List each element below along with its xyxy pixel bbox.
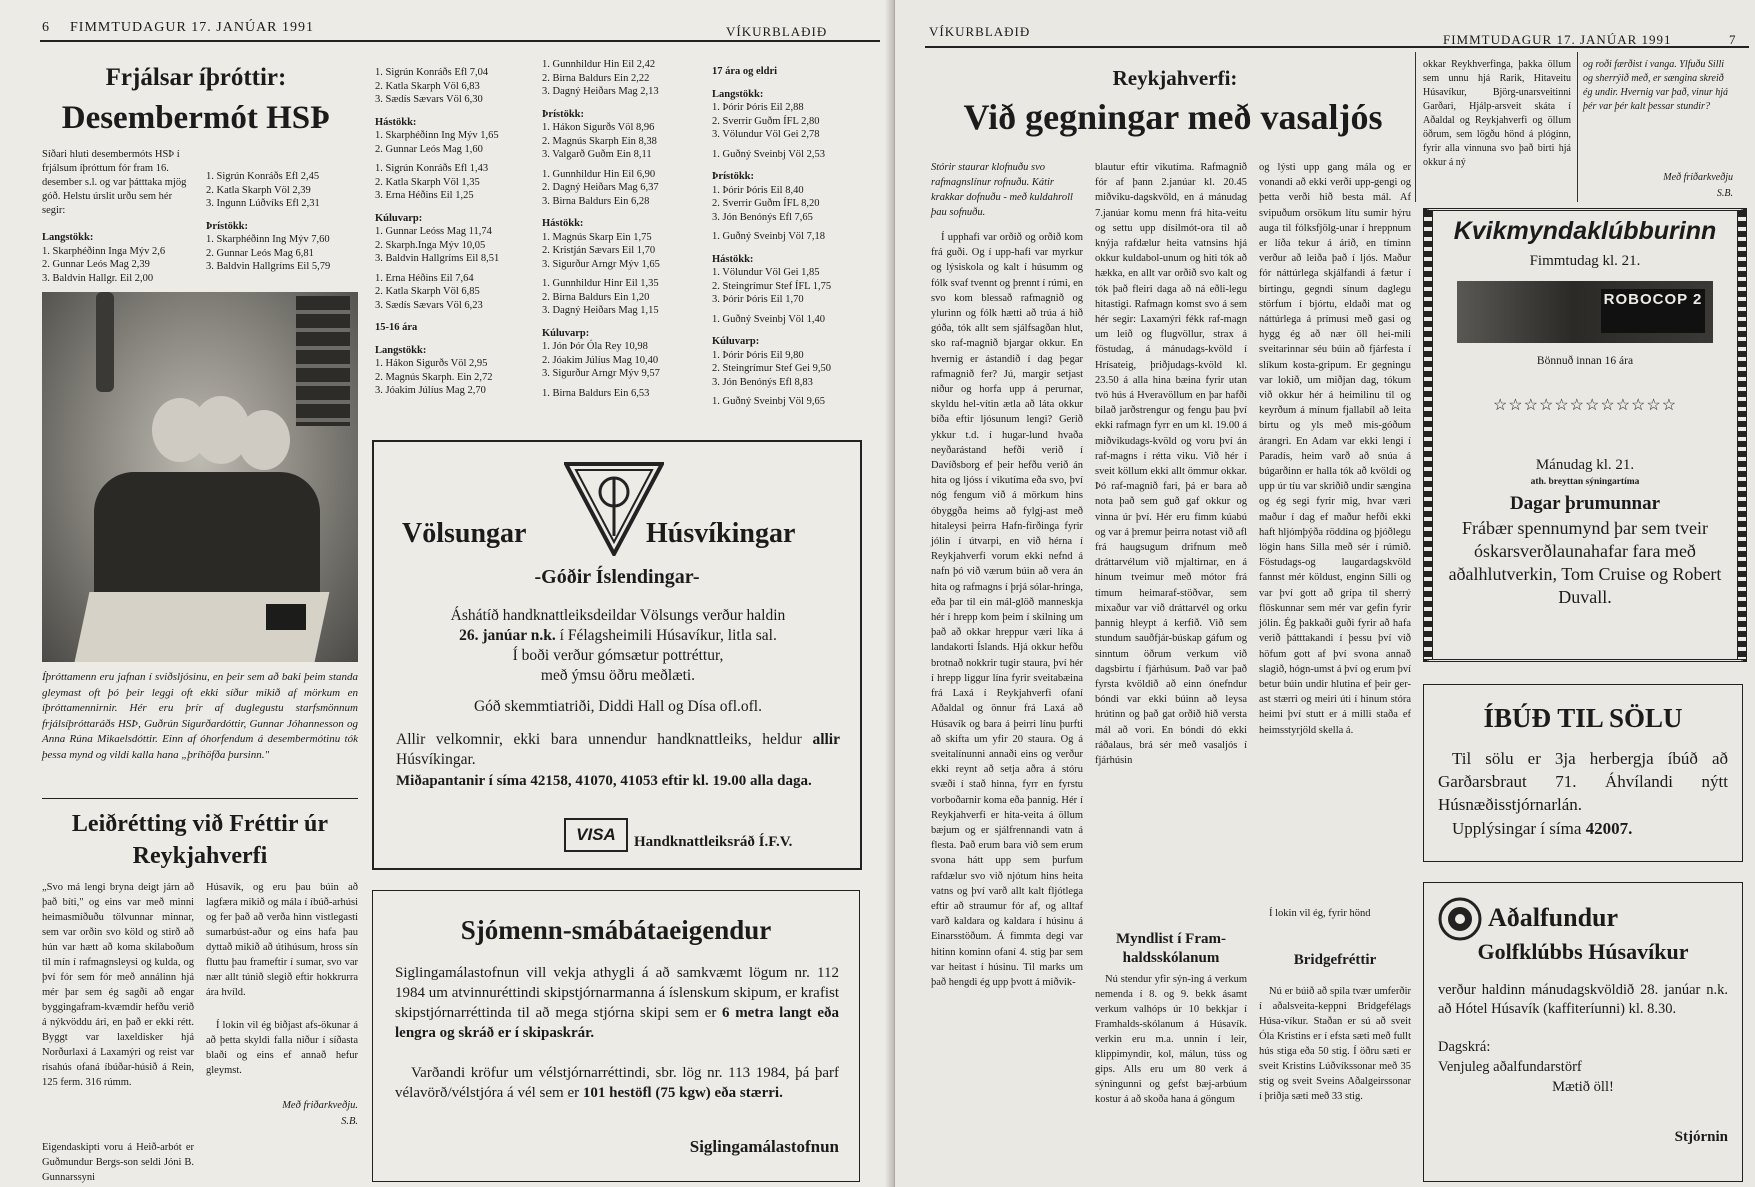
result-row: 3. Ingunn Lúðvíks Efl 2,31 [206,198,320,209]
article-col-3b: Í lokin vil ég, fyrir hönd [1269,908,1371,919]
right-page-number: 7 [1729,32,1737,47]
result-spacer [712,409,862,415]
result-spacer [375,107,525,113]
result-row: 2. Magnús Skarph Ein 8,38 [542,135,657,147]
volsungar-text-block [396,606,840,686]
result-spacer [375,312,525,318]
photo-caption: Íþróttamenn eru jafnan í sviðsljósinu, en þeir sem að baki þeim standa gleymast oft þó þeir leggi oft ekki síður mikið af mörkum en íþróttamennirnir. Hér eru þrír af duglegustu starfsmönnum frjálsíþróttaráðs HSÞ, Guðrún Sigurðardóttir, Gunnar Jóhannesson og Anna Rúna Mikaelsdóttir. Einn af óhorfendum á desembermótinu tók þessa mynd og vildi kalla hana „þríhöfða þursinn." [42,671,358,761]
result-spacer [542,99,694,105]
result-row: 2. Gunnar Leós Mag 2,39 [42,259,150,270]
kvikmynd-film-2: Dagar þrumunnar [1509,493,1661,514]
far-col-sign-2: S.B. [1716,188,1733,199]
result-spacer [542,318,694,324]
kvikmynd-age-note: Bönnuð innan 16 ára [1536,355,1634,367]
result-row: 3. Jón Benónýs Efl 7,65 [712,211,813,223]
visa-logo: VISA [564,818,628,852]
volsungar-text2: Í boði verður gómsætur pottréttur, [512,647,724,664]
kvikmynd-day-2: Mánudag kl. 21. [1535,457,1635,473]
result-spacer [712,161,862,167]
volsungar-text3: með ýmsu öðru meðlæti. [540,667,696,684]
result-row: 1. Gunnhildur Hinr Eil 1,35 [542,278,659,289]
result-row: 1. Hákon Sigurðs Völ 2,95 [375,358,488,369]
results-col-2 [375,66,525,404]
right-header-rule [925,46,1749,48]
result-group-title: Kúluvarp: [542,327,590,339]
ibud-phone-line [1438,817,1728,840]
correction-col-2b: Í lokin vil ég biðjast afs-ökunar á að þetta skyldi falla niður í síðasta blaði og eins ef annað hefur gleymst. [206,1020,358,1076]
result-row: 2. Kristján Sævars Eil 1,70 [542,245,656,256]
result-spacer [206,211,356,217]
myndlist-title: Myndlist í Fram-haldsskólanum [1116,931,1226,966]
result-row: 1. Gunnhildur Hin Eil 6,90 [542,168,656,180]
result-spacer [375,335,525,341]
sports-headline: Desembermót HSÞ [61,100,331,136]
result-spacer [375,398,525,404]
sjomenn-title: Sjómenn-smábátaeigendur [460,915,772,945]
correction-col-2: Húsavík, og eru þau búin að lagfæra mikið og mála í íbúð-arhúsi og fer það að verða hinn vistlegasti sumarbúst-aður og eins hafa þau dyttað mikið að útihúsum, hross sín fluttu þau frameftir í sumar, svo var nær allt túnið slegið eftir hokkrurra ára hvíld. [206,882,358,998]
sjomenn-text2b: 101 hestöfl (75 kgw) eða stærri. [582,1085,783,1101]
wall-clock [96,292,114,392]
left-page-date: FIMMTUDAGUR 17. JANÚAR 1991 [70,20,315,35]
result-row: 1. Gunnhildur Hin Eil 2,42 [542,59,656,70]
result-row: 2. Gunnar Leós Mag 6,81 [206,247,314,259]
golf-text-3: Venjuleg aðalfundarstörf [1438,1059,1582,1075]
shelf [296,296,350,426]
volsungar-subtitle: -Góðir Íslendingar- [534,566,700,588]
result-row: 2. Magnús Skarph. Ein 2,72 [375,371,493,383]
result-row: 2. Dagný Heiðars Mag 6,37 [542,182,659,193]
robocop-poster [1457,281,1713,343]
result-row: 2. Birna Baldurs Ein 1,20 [542,291,650,303]
article-headline: Við gegningar með vasaljós [963,97,1383,137]
result-row: 2. Sverrir Guðm ÍFL 8,20 [712,198,820,209]
correction-col-1: „Svo má lengi bryna deigt járn að það bíti," og eins var með minni heimasmíðuðu tölvunnar minnar, sem var orðin svo köld og stirð að hún var hætt að koma skilaboðum til mín í rafmagnsleysi og kulda, og því fór sem fór með annálinn hjá mér þar sem ég sagði að engar byggingafram-kvæmdir hefðu verið á nýkvöddu ári, en það er ekki rétt. Byggt var laxeldisker hjá Norðurlaxi á Laxamýri og reist var risahús ofaná íbúðar-húsið á Rein, 125 ferm. 316 rúmm. [42,882,194,1088]
result-group-title: Þrístökk: [206,220,248,232]
ibud-text: Til sölu er 3ja herbergja íbúð að Garðarsbraut 71. Áhvílandi nýtt Húsnæðisstjórnarlán. [1438,749,1728,814]
kvikmynd-day-2-note: ath. breyttan sýningartíma [1530,477,1640,487]
result-row: 2. Sverrir Guðm ÍFL 2,80 [712,115,820,127]
result-row: 1. Jón Þór Óla Rey 10,98 [542,341,648,352]
result-spacer [712,244,862,250]
result-row: 1. Erna Héðins Eil 7,64 [375,272,474,284]
robocop-logo: ROBOCOP 2 [1601,289,1705,333]
correction-col-1b: Eigendaskipti voru á Heið-arbót er Guðmundur Bergs-son seldi Jóni B. Gunnarssyni [42,1142,194,1183]
article-col-2: blautur eftir vikutíma. Rafmagnið fór af þann 2.janúar kl. 20.45 miðviku-dagskvöld, en á mánudag 7.janúar komu menn frá hita-veitu og settu upp dísilmót-ora til að knýja rafdælur heita vatnsins hjá okkur kuldabol-unum og hiti tók að hækka, en allt var orðið svo kalt og tók það fleiri daga að ná eðli-legu hitastigi. Rafmagn komst svo á sem hér segir: Laxamýri fékk raf-magn um leið og flugvöllur, strax á föstudag, á mánudags-kvöld í Hrísateig, þriðjudags-kvöld kl. 23.50 á alla hina bæina fyrir utan tvö hús á Hveravöllum en þar hafði bilað jarðstrengur og fengu þau því ekki rafmagn fyrr en um kl. 19.00 á miðvikudags-kvöld og voru því án raf-magns í rétta viku. Við hér í sveit köllum ekki allt ömmur okkar. Þó raf-magnið fari, þá er bara að nota það sem guð gaf okkur og vinna úr því. Hér eru fimm kúabú og var á þremur þeirra notast við afl frá haugsugum drifnum með dráttarvélum við mjaltirnar, en á hinum tveimur með mótor frá tímum heimaraf-stöðvar, sem mixaður var við dráttarvél og orku þannig hleypt á kerfið. Við sem stundum sauðfjár-búskap gáfum og sinntum öðrum verkum við dagsbirtu í fjárhúsum. Það var það fyrsta kvöldið að einn ónefndur bóndi var ekki búinn að leysa hrútinn og það gat orðið hið versta mál að vori. En bóndi dó ekki ráðalaus, brá sér með vasaljós í fjárhúsin [1095,162,1247,766]
result-row: 2. Gunnar Leós Mag 1,60 [375,143,483,155]
kvikmynd-film-2-desc: Frábær spennumynd þar sem tveir óskarsverðlaunahafar fara með aðalhlutverkin, Tom Cruise og Robert Duvall. [1448,518,1722,607]
golf-text-4: Mætið öll! [1552,1079,1614,1095]
result-row: 3. Valgarð Guðm Ein 8,11 [542,149,652,160]
volsungar-text1: Áshátíð handknattleiksdeildar Völsungs verður haldin [450,607,786,624]
golf-ad [1423,882,1743,1182]
result-row: 3. Dagný Heiðars Mag 2,13 [542,86,659,97]
result-row: 3. Erna Héðins Eil 1,25 [375,190,474,201]
result-row: 1. Magnús Skarp Ein 1,75 [542,231,652,243]
result-row: 3. Baldvin Hallgr. Eil 2,00 [42,272,154,284]
result-group-title: Þrístökk: [712,171,754,182]
result-row: 3. Birna Baldurs Ein 6,28 [542,195,650,207]
result-spacer [712,79,862,85]
result-group-title: Hástökk: [375,116,417,128]
result-group-title: Þrístökk: [542,108,584,120]
article-lede: Stórir staurar klofnuðu svo rafmagnslínur rofnuðu. Kátir krakkar dofnuðu - með kuldahroll þau sofnuðu. [931,162,1073,218]
result-row: 3. Þórir Þóris Eil 1,70 [712,294,804,305]
result-row: 3. Baldvin Hallgríms Eil 5,79 [206,261,331,272]
result-row: 2. Birna Baldurs Ein 2,22 [542,72,650,84]
results-col-1 [42,228,192,291]
result-row: 3. Sigurður Arngr Mýv 1,65 [542,258,660,270]
result-row: 2. Steingrímur Stef ÍFL 1,75 [712,280,832,292]
result-row: 1. Guðný Sveinbj Völ 2,53 [712,148,825,160]
result-row: 3. Dagný Heiðars Mag 1,15 [542,305,659,316]
face-right [238,410,290,470]
sjomenn-ad [372,890,860,1182]
photo-three-staff [42,292,358,662]
sjomenn-text1: Siglingamálastofnun vill vekja athygli á að samkvæmt lögum nr. 112 1984 um atvinnuréttindi skipstjórnarmanna á íslenskum skipum, er krafist skipstjórnarréttinda til að mega stjórna skipi sem er [395,965,839,1021]
result-group-title: Kúluvarp: [712,336,760,347]
result-row: 1. Skarphéðinn Ing Mýv 7,60 [206,234,330,245]
result-row: 1. Guðný Sveinbj Völ 1,40 [712,313,825,325]
result-row: 3. Sædís Sævars Völ 6,30 [375,94,483,105]
result-group-title: Hástökk: [542,218,584,229]
right-masthead: VÍKURBLAÐIÐ [929,24,1031,39]
results-col-4 [712,62,862,415]
result-spacer [542,208,694,214]
volsungar-ad [372,440,862,870]
result-row: 1. Völundur Völ Gei 1,85 [712,267,820,278]
volsungar-text5: Allir velkomnir, ekki bara unnendur handknattleiks, heldur [396,731,802,748]
result-row: 2. Skarph.Inga Mýv 10,05 [375,239,486,251]
result-row: 1. Þórir Þóris Eil 2,88 [712,102,804,113]
myndlist-text: Nú stendur yfir sýn-ing á verkum nemenda í 8. og 9. bekk ásamt verkum valhóps úr 10 bekkjar í Framhalds-skólanum á Húsavík. verkin eru m.a. unnin í leir, klippimyndir, kol, málun, túss og gips. Alls eru um 80 verk á sýningunni og gefst bæj-arbúum kostur á að skoða hana á göngum [1095,974,1247,1105]
result-row: 2. Katla Skarph Völ 1,35 [375,176,480,188]
ibud-title: ÍBÚÐ TIL SÖLU [1483,703,1683,733]
results-col-1b [206,170,356,280]
volsungar-text5-block [396,730,840,770]
golf-text-1: verður haldinn mánudagskvöldið 28. janúar n.k. að Hótel Húsavík (kaffiteríunni) kl. 8.30. [1438,982,1728,1017]
result-row: 3. Baldvin Hallgríms Eil 8,51 [375,253,500,264]
result-group-title: 17 ára og eldri [712,66,778,77]
result-row: 1. Guðný Sveinbj Völ 7,18 [712,231,825,242]
result-row: 1. Skarphéðinn Ing Mýv 1,65 [375,130,499,141]
result-group-title: Langstökk: [375,344,427,356]
golf-text-2: Dagskrá: [1438,1039,1491,1055]
correction-headline: Leiðrétting við Fréttir úr Reykjahverfi [71,811,329,869]
kvikmynd-title: Kvikmyndaklúbburinn [1453,217,1717,245]
ibud-phone: 42007. [1585,819,1633,838]
golf-title-1: Aðalfundur [1488,903,1619,932]
result-spacer [712,326,862,332]
kvikmynd-day-1: Fimmtudag kl. 21. [1529,253,1641,269]
golf-signature: Stjórnin [1674,1129,1728,1145]
result-row: 2. Katla Skarph Völ 6,83 [375,80,480,92]
sjomenn-text2: Varðandi kröfur um vélstjórnarréttindi, sbr. lög nr. 113 1984, þá þarf vélavörð/vélstjóra á vél sem er [395,1065,839,1101]
volsungar-text5b: allir [812,731,840,748]
result-row: 1. Guðný Sveinbj Völ 9,65 [712,396,825,407]
result-row: 1. Birna Baldurs Ein 6,53 [542,387,650,399]
volsungar-date: 26. janúar n.k. [459,627,556,644]
film-strip-right [1738,211,1746,659]
result-row: 1. Skarphéðinn Inga Mýv 2,6 [42,245,166,257]
result-row: 3. Jóakim Júlíus Mag 2,70 [375,385,486,396]
sports-kicker: Frjálsar íþróttir: [105,64,287,91]
correction-sign-2: S.B. [341,1116,358,1127]
result-row: 2. Steingrímur Stef Gei 9,50 [712,363,831,374]
golf-club-logo-icon [1438,897,1482,941]
far-col-text: okkar Reykhverfinga, þakka öllum sem unnu hjá Rarik, Hitaveitu Húsavíkur, Björg-unarsveitinni Garðari, Hjálp-arsveit skáta í Aðaldal og Reykjahverfi og öllum öðrum, sem lögðu hönd á plóginn, fyrir alla vinnuna svo það birti hjá okkur á ný [1423,59,1571,168]
right-page [895,0,1755,1187]
result-spacer [206,274,356,280]
article-col-3: og lýsti upp gang mála og er vonandi að ekki verði upp-gengi og þetta verði hið besta mál. Af svipuðum orsökum lítu sumir hýru auga til fólksfjölg-unar í hreppnum er líða tekur á árið, en tíminn verður að leiða það í ljós. Maður fór náttúrlega skjálfandi á fætur í birtingu, gegndi sínum daglegu störfum í bjórtu, eldaði mat og náttúrlega á prímusi með gasi og hygg ég að nær öll hei-mili sveitarinnar séu búin að fjárfesta í slíkum kosta-gripum. Er gegningu var lokið, um miðjan dag, tókum við okkur hér á heimilinu til og keyrðum á mínum fjallabíl að leita birtu og yls með mis-góðum árangri. En Adam var ekki lengi í Paradís, heim varð að snúa á búgarðinn er halla tók að kvöldi og upp úr tíu var skriðið undir sængina og ég segi fyrir mig, hvar væri maður í dag ef maður hefði ekki haft hljómþýða röddina og þjóðlegu lögin hans Silla með sér í rúmið. Föstudags-og laugardagskvöld fannst mér köldust, enginn Silli og var því gott að grípa til sherrý flöskunnar sem mér var gefin fyrir jólin. Ég þakkaði guði fyrir að hafa verið þátttakandi í þessu því við höfum gott af því svona annað slagið, hógn-umst á því og erum því betur búin undir hlutina ef þeir ger-ast stærri og meiri úti í hinum stóra heimi því stutt er á milli staða ef heimsstyrjöld skella á. [1259,162,1411,736]
sjomenn-signature: Siglingamálastofnun [689,1137,839,1156]
header-rule [40,40,880,42]
result-row: 3. Völundur Völ Gei 2,78 [712,129,820,140]
result-spacer [42,285,192,291]
result-row: 1. Gunnar Leóss Mag 11,74 [375,226,492,237]
film-strip-left [1424,211,1432,659]
result-row: 1. Sigrún Konráðs Efl 1,43 [375,163,489,174]
kvikmynd-ad [1423,208,1747,662]
far-col-italic: og roði færðist í vanga. Ylfuðu Silli og sherrýið með, er sængina skreið ég undir. Hvernig var það, vinur hjá þér var þér kalt þessar stundir? [1583,59,1728,112]
ibud-phone-label: Upplýsingar í síma [1452,819,1582,838]
telephone [266,604,306,630]
result-group-title: 15-16 ára [375,322,418,333]
volsungar-text4: Góð skemmtiatriði, Diddi Hall og Dísa ofl.ofl. [473,698,762,715]
result-group-title: Kúluvarp: [375,212,423,224]
bridge-text: Nú er búið að spila tvær umferðir í aðalsveita-keppni Bridgefélags Húsa-víkur. Staðan er sú að sveit Óla Kristins er í efsta sæti með fullt hús stiga eða 50 stig. Í öðru sæti er sveit Kristins Lúðvíkssonar með 35 stig og sveit Sveins Aðalgeirssonar í þriðja sæti með 33 stig. [1259,986,1411,1102]
sjomenn-text-2 [395,1063,839,1103]
volsungar-place: í Félagsheimili Húsavíkur, litla sal. [559,627,777,644]
article-col-1: Í upphafi var orðið og orðið kom frá guði. Og í upp-hafi var myrkur og lýsiskola og kalt í húsumm og fólk svaf tvennt og þrennt í rúmi, en svo kom blessað rafmagnið og ylurinn og fólk hætti að trúa á hið góða, tók allt sem sjálfsagðan hlut, sko raf-magnið bjargar okkur. En hvernig er ástandið í dag þegar rafmagnið fer? Jú, margir setjast niður og horfa upp á perurnar, skyldu hel-vítin ætla að láta okkur bíða eftir ljósunum lengi? Gerið ykkur t.d. í hugar-lund hvaða neyðarástand hefði verið í Davíðsborg ef þeir hefðu verið án hita og ljóss í vikutíma eða svo, því nóg fengum við á mörkum hins óbyggða heims að fylgj-ast með hitaleysi þeirra Hafn-firðinga fyrir jólin í útvarpi, en við hérna í Reykjahverfi vorum ekki nefnd á nafn þó við værum búin að vera án hita og rafmagns í þrjá sólar-hringa, eða þar til ein mál-glöð manneskja hér í hrepp kom þeim í skilning um það að okkar hreppur væri líka á landakorti Íslands. Hjá okkur hefðu brotnað nokkrir tugir staura, því hér í hrepp liggur lína fyrir sveitabæina frá Laxá í Reykjahverfi ofaní Aðaldal og önnur frá Laxá að Húsavík og bara á þeirri línu þurfti að skifta um yfir 20 staura. Og á sveitalínunni annaði eins og verður ekki reynt að setja aðra á stóru svæði í stað hinna, fyrr en fyrstu vorboðarnir koma eða þannig. Hér í Reykjahverfi er hita-veita á öllum bæjum og er sjálfrennandi vatn á flesta. Það erum bara við sem erum svona hátt upp sem þurfum rafdælur svo við njótum hins heita vatns og því varð allt kalt fljótlega eftir að straumur fór af, og alltaf varð kaldara og kaldara í húsinu á Einarsstöðum. Á fimmta degi var hitinn kominn ofaní 4. stig þar sem var heitast í húsinu. Til marks um það hengdi ég upp þvott á miðvik- [931,232,1083,988]
caption-rule [42,798,358,799]
volsungar-right: Húsvíkingar [646,518,796,549]
volsungar-text5c: Húsvíkingar. [396,751,476,768]
result-row: 1. Þórir Þóris Eil 8,40 [712,184,804,196]
sports-intro: Síðari hluti desembermóts HSÞ í frjálsum íþróttum fór fram 16. desember s.l. og var þátttaka mjög góð. Helstu úrslit urðu sem hér segir: [42,149,187,216]
result-row: 3. Sigurður Arngr Mýv 9,57 [542,368,660,379]
result-group-title: Langstökk: [712,88,764,100]
results-col-3 [542,58,694,406]
result-row: 1. Sigrún Konráðs Efl 7,04 [375,67,489,78]
result-row: 2. Katla Skarph Völ 2,39 [206,184,311,196]
ibud-ad [1423,684,1743,862]
result-group-title: Hástökk: [712,253,754,265]
sjomenn-text-1 [395,963,839,1043]
left-masthead: VÍKURBLAÐIÐ [726,24,828,39]
volsungar-left: Völsungar [402,518,527,549]
kvikmynd-stars: ☆☆☆☆☆☆☆☆☆☆☆☆ [1492,397,1678,414]
result-row: 2. Jóakim Júlíus Mag 10,40 [542,354,659,366]
sjomenn-text1b: 6 metra langt eða lengra og skráð er í skipaskrár. [395,1005,840,1041]
result-row: 1. Þórir Þóris Eil 9,80 [712,349,804,361]
result-row: 3. Jón Benónýs Efl 8,83 [712,376,813,388]
right-page-date: FIMMTUDAGUR 17. JANÚAR 1991 [1443,32,1672,47]
left-page-number: 6 [42,20,50,35]
result-row: 1. Sigrún Konráðs Efl 2,45 [206,171,320,182]
far-col-sign-1: Með friðarkveðju [1663,172,1733,183]
volsungar-text6: Miðapantanir í síma 42158, 41070, 41053 eftir kl. 19.00 alla daga. [396,773,812,789]
result-row: 1. Hákon Sigurðs Völ 8,96 [542,122,655,133]
column-rule [1415,52,1416,202]
column-rule [1577,52,1578,202]
volsungar-footer: Handknattleiksráð Í.F.V. [634,834,793,850]
article-kicker: Reykjahverfi: [1112,66,1238,90]
bridge-title: Bridgefréttir [1293,952,1377,968]
correction-sign-1: Með friðarkveðju. [282,1100,358,1111]
result-row: 3. Sædís Sævars Völ 6,23 [375,299,483,311]
result-group-title: Langstökk: [42,232,94,243]
result-spacer [542,400,694,406]
result-spacer [375,203,525,209]
golf-title-2: Golfklúbbs Húsavíkur [1477,939,1689,964]
result-row: 2. Katla Skarph Völ 6,85 [375,286,480,297]
